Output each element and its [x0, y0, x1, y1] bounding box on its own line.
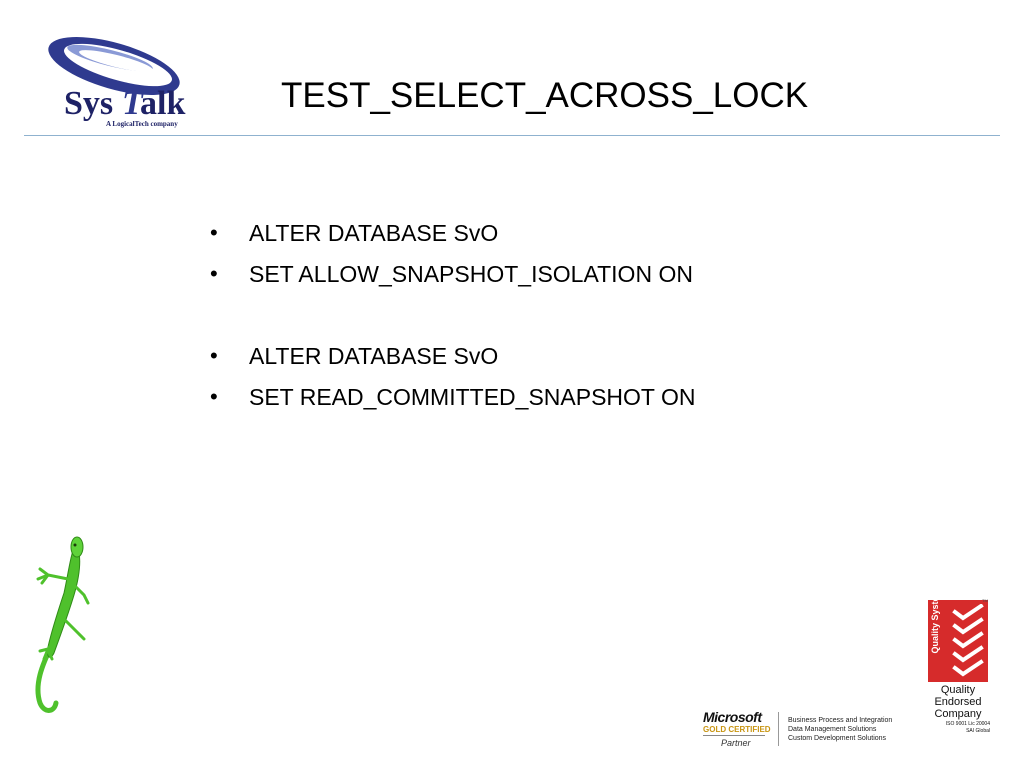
bullet-item [210, 257, 910, 298]
checkmarks-icon [951, 604, 987, 680]
title-divider [24, 135, 1000, 136]
quality-line-3: Company [934, 708, 982, 720]
lizard-icon [22, 535, 92, 715]
quality-endorsed-badge [926, 588, 992, 738]
quality-line-2: Endorsed [934, 696, 982, 708]
iso-license: ISO 9001 Lic 20004 [945, 721, 990, 727]
bullet-spacer [210, 298, 910, 339]
partner-label: Partner [721, 738, 751, 748]
partner-services [788, 716, 892, 743]
bullet-glyph: • [210, 261, 218, 286]
bullet-glyph: • [210, 384, 218, 409]
bullet-item [210, 216, 910, 257]
logo-tagline: A LogicalTech company [106, 120, 178, 128]
logo-name-part-1: Sys [64, 85, 114, 122]
logo-name-part-2: alk [140, 85, 186, 122]
bullet-text: ALTER DATABASE SvO [249, 220, 499, 246]
service-item: Business Process and Integration [788, 717, 893, 724]
bullet-list [210, 216, 910, 421]
bullet-glyph: • [210, 343, 218, 368]
gold-certified-label: GOLD CERTIFIED [703, 725, 771, 734]
microsoft-wordmark: Microsoft [703, 709, 762, 725]
bullet-text: ALTER DATABASE SvO [249, 343, 499, 369]
quality-fineprint [926, 721, 990, 735]
systalk-logo [44, 36, 190, 132]
quality-endorsed-text [926, 684, 990, 720]
service-item: Custom Development Solutions [788, 735, 887, 742]
quality-system-label: Quality System [930, 588, 940, 654]
quality-line-1: Quality [940, 684, 976, 696]
bullet-item [210, 339, 910, 380]
badge-separator [778, 712, 779, 746]
trademark-mark: TM [982, 598, 988, 603]
certifier: SAI Global [966, 728, 990, 734]
bullet-text: SET ALLOW_SNAPSHOT_ISOLATION ON [249, 261, 693, 287]
badge-underline [703, 735, 765, 736]
service-item: Data Management Solutions [788, 726, 877, 733]
logo-name-t: T [122, 85, 143, 122]
bullet-glyph: • [210, 220, 218, 245]
bullet-item [210, 380, 910, 421]
microsoft-partner-badge [703, 710, 913, 750]
slide-title: TEST_SELECT_ACROSS_LOCK [281, 76, 809, 115]
bullet-text: SET READ_COMMITTED_SNAPSHOT ON [249, 384, 696, 410]
